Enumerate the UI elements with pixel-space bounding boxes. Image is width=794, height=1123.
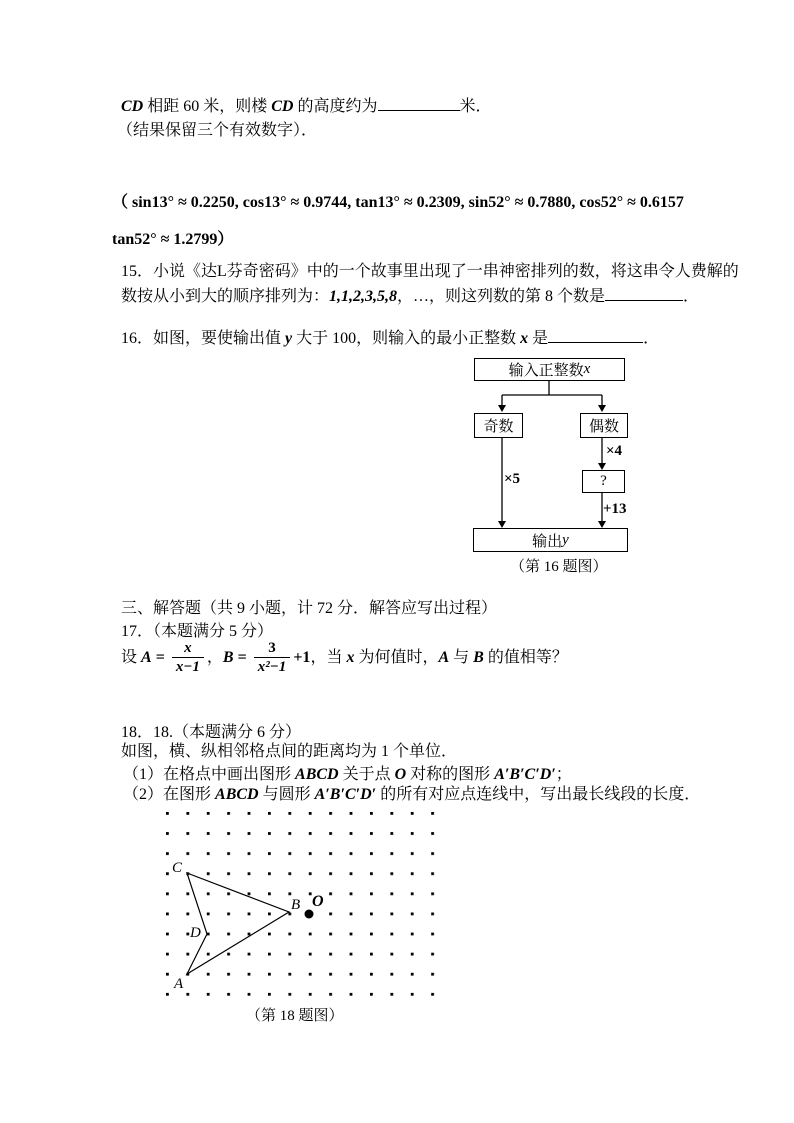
q15-text-c: ． <box>683 288 700 305</box>
q16-text-b: 大于 100，则输入的最小正整数 <box>292 330 521 347</box>
q17-she: 设 <box>121 648 142 666</box>
q17-var-A2: A <box>438 648 450 666</box>
q17-formula <box>121 640 568 677</box>
q14-cd-2: CD <box>271 98 294 115</box>
q17-f1-num: x <box>184 640 192 656</box>
q14-text-b: 的高度约为 <box>293 98 378 115</box>
q14-line-1 <box>121 97 492 116</box>
q17-plus1: +1 <box>293 648 311 666</box>
q18-i1-abcd-prime: A′B′C′D′ <box>494 766 556 783</box>
q17-fraction-1 <box>172 640 204 677</box>
q15-line-2 <box>121 287 699 306</box>
grid-label-a: A <box>174 976 184 992</box>
flow-box-odd: 奇数 <box>474 413 523 438</box>
q15-text-b: ，…，则这列数的第 8 个数是 <box>397 288 606 305</box>
q14-text-a: 相距 60 米，则楼 <box>143 98 272 115</box>
figure16-caption: （第 16 题图） <box>510 559 608 575</box>
q17-var-B: B <box>222 648 234 666</box>
q14-text-c: 米． <box>459 98 492 115</box>
q16-line <box>121 329 659 348</box>
q18-i1-a: （1）在格点中画出图形 <box>123 766 296 783</box>
flow-times4-label: ×4 <box>606 443 623 459</box>
point-o-dot <box>305 910 314 919</box>
q17-tail: 的值相等？ <box>483 648 568 666</box>
flow-lines <box>502 381 602 522</box>
q15-text-a: 数按从小到大的顺序排列为： <box>121 288 330 305</box>
q16-var-y: y <box>285 330 293 347</box>
q15-sequence: 1,1,2,3,5,8 <box>329 288 398 305</box>
q18-i2-c: 的所有对应点连线中，写出最长线段的长度． <box>376 786 701 803</box>
q17-var-A: A <box>141 648 152 666</box>
grid-label-c: C <box>172 860 183 876</box>
q16-text-c: 是 <box>528 330 549 347</box>
q17-and: 与 <box>449 648 474 666</box>
q17-eq1: = <box>151 648 169 666</box>
grid-figure <box>150 800 450 1030</box>
flow-box-even: 偶数 <box>580 413 628 438</box>
q18-heading: 18．18.（本题满分 6 分） <box>121 724 302 741</box>
q18-i1-d: ； <box>555 766 572 783</box>
q16-text-a: 16．如图，要使输出值 <box>121 330 286 347</box>
q18-item-1 <box>123 765 572 784</box>
trig-hint-line-2: tan52° ≈ 1.2799） <box>112 231 234 248</box>
q18-intro: 如图，横、纵相邻格点间的距离均为 1 个单位． <box>121 743 458 760</box>
flow-output-var: y <box>562 531 569 548</box>
flow-times5-label: ×5 <box>504 471 521 487</box>
q18-i2-a: （2）在图形 <box>123 786 216 803</box>
q17-f2-den: x²−1 <box>254 657 291 676</box>
q17-eq2: = <box>233 648 251 666</box>
q16-answer-blank <box>548 342 643 343</box>
q18-i1-b: 关于点 <box>338 766 395 783</box>
section3-header: 三、解答题（共 9 小题，计 72 分．解答应写出过程） <box>121 600 498 617</box>
q14-cd-1: CD <box>121 98 144 115</box>
flow-box-unknown: ? <box>582 470 625 493</box>
q17-fraction-2 <box>254 640 291 677</box>
flow-input-label: 输入正整数 <box>508 363 584 379</box>
q18-i1-abcd: ABCD <box>295 766 339 783</box>
q18-i2-abcd: ABCD <box>215 786 259 803</box>
q18-i2-abcd-prime: A′B′C′D′ <box>314 786 377 803</box>
q17-var-B2: B <box>473 648 484 666</box>
flow-box-output <box>473 528 628 552</box>
q18-i2-b: 与圆形 <box>258 786 315 803</box>
q17-f1-den: x−1 <box>172 657 204 676</box>
q17-mid1: ，当 <box>310 648 347 666</box>
q17-f2-num: 3 <box>268 640 276 656</box>
flow-output-label: 输出 <box>532 533 563 550</box>
q18-i1-c: 对称的图形 <box>406 766 495 783</box>
dot-grid <box>165 811 437 999</box>
grid-label-o: O <box>312 893 324 910</box>
flow-box-input <box>474 358 625 381</box>
q17-heading: 17．（本题满分 5 分） <box>121 623 274 640</box>
q18-i1-o: O <box>394 766 407 783</box>
grid-label-b: B <box>291 897 301 913</box>
q14-note: （结果保留三个有效数字）． <box>117 122 318 139</box>
flow-input-var: x <box>583 361 591 377</box>
figure18-caption: （第 18 题图） <box>246 1008 344 1024</box>
trig-hint-line-1: （ sin13° ≈ 0.2250, cos13° ≈ 0.9744, tan13° ≈ 0.2309, sin52° ≈ 0.7880, cos52° ≈ 0.6157 <box>112 194 684 211</box>
q16-var-x: x <box>520 330 529 347</box>
q17-comma: ， <box>206 648 223 666</box>
q17-var-x: x <box>346 648 355 666</box>
q17-mid2: 为何值时， <box>354 648 439 666</box>
grid-label-d: D <box>190 925 201 941</box>
q15-answer-blank <box>605 300 683 301</box>
q15-line-1: 15．小说《达L芬奇密码》中的一个故事里出现了一串神密排列的数，将这串令人费解的 <box>121 263 739 280</box>
q14-answer-blank <box>378 110 460 111</box>
flow-plus13-label: +13 <box>603 501 627 517</box>
q16-text-d: ． <box>643 330 660 347</box>
